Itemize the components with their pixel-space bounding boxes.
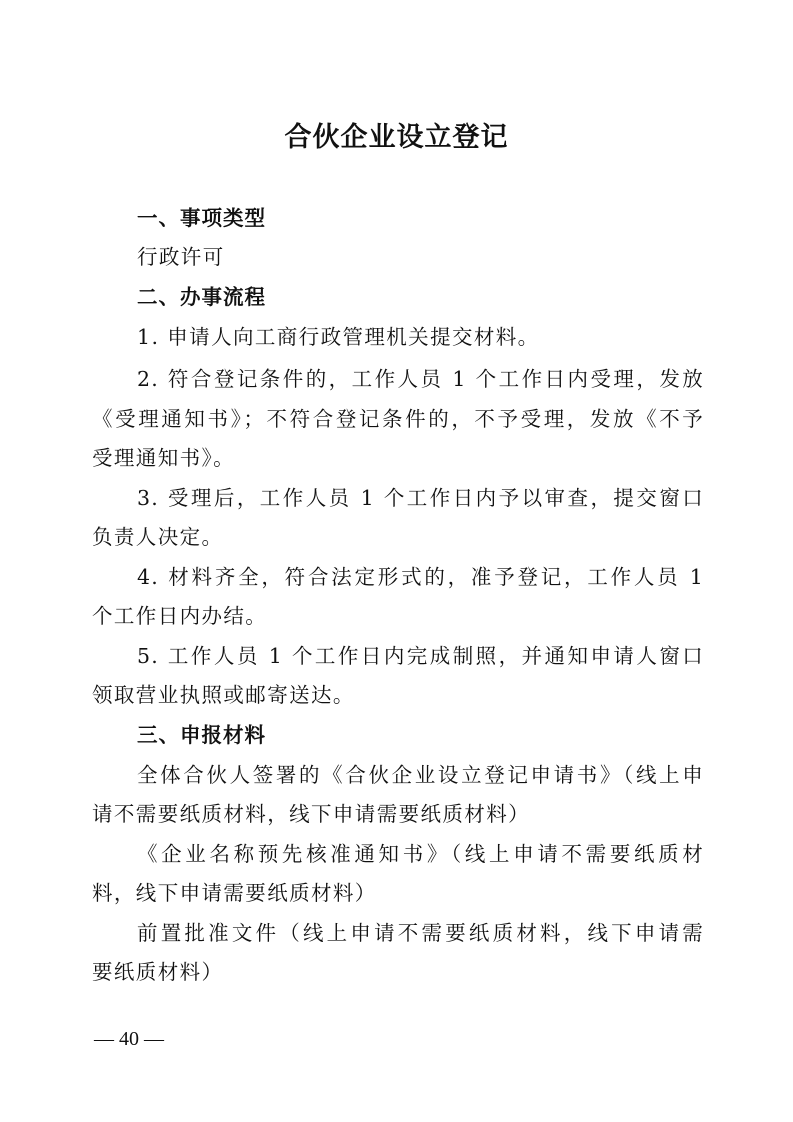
paragraph-line: 请不需要纸质材料，线下申请需要纸质材料） — [92, 802, 530, 826]
paragraph-line: 个工作日内办结。 — [92, 604, 268, 628]
paragraph-line: 前置批准文件（线上申请不需要纸质材料，线下申请需 — [137, 921, 704, 945]
paragraph-line: 要纸质材料） — [92, 960, 224, 984]
section-heading-materials: 三、申报材料 — [137, 723, 266, 747]
paragraph-line: 受理通知书》。 — [92, 446, 236, 470]
paragraph-line: 《企业名称预先核准通知书》（线上申请不需要纸质材 — [137, 842, 704, 866]
paragraph-line: 3. 受理后，工作人员 1 个工作日内予以审查，提交窗口 — [137, 486, 704, 510]
paragraph-line: 5. 工作人员 1 个工作日内完成制照，并通知申请人窗口 — [137, 644, 704, 668]
section-heading-item-type: 一、事项类型 — [137, 206, 266, 230]
paragraph-line: 全体合伙人签署的《合伙企业设立登记申请书》（线上申 — [137, 763, 704, 787]
page-number: — 40 — — [94, 1028, 164, 1050]
paragraph-line: 料，线下申请需要纸质材料） — [92, 881, 377, 905]
paragraph-line: 行政许可 — [137, 245, 225, 269]
paragraph-line: 2. 符合登记条件的，工作人员 1 个工作日内受理，发放 — [137, 367, 704, 391]
paragraph-line: 负责人决定。 — [92, 525, 224, 549]
paragraph-line: 4. 材料齐全，符合法定形式的，准予登记，工作人员 1 — [137, 565, 704, 589]
page-title: 合伙企业设立登记 — [284, 122, 509, 153]
paragraph-line: 领取营业执照或邮寄送达。 — [92, 683, 355, 707]
paragraph-line: 《受理通知书》；不符合登记条件的，不予受理，发放《不予 — [92, 407, 704, 431]
paragraph-line: 1. 申请人向工商行政管理机关提交材料。 — [137, 325, 540, 349]
section-heading-process: 二、办事流程 — [137, 285, 266, 309]
